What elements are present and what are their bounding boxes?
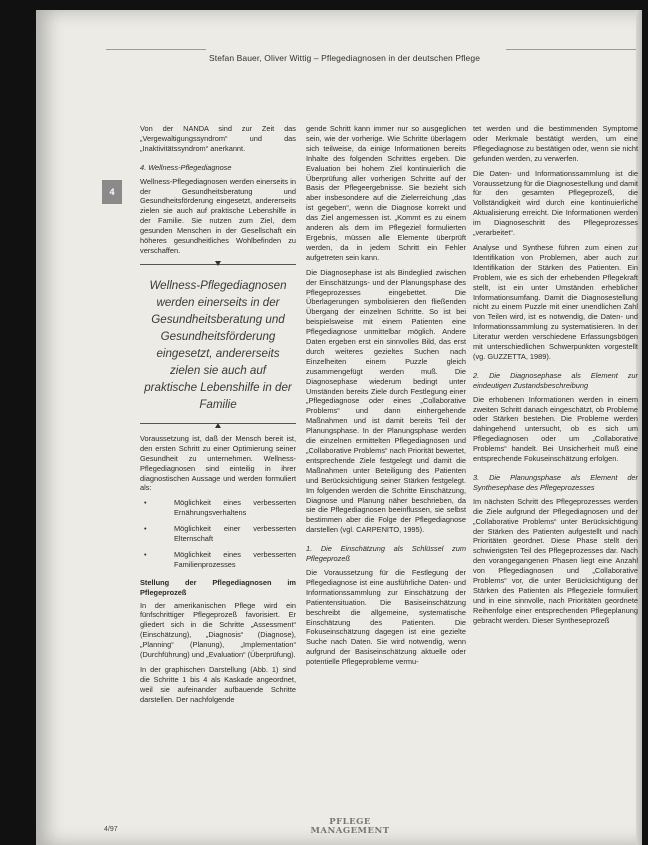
logo-line-1: PFLEGE xyxy=(329,817,371,827)
wellness-paragraph: Wellness-Pflegediagnosen werden einerseits in der Gesundheitsberatung und Gesundheitsförderung eingesetzt, andererseits zielen sie auch auf praktische Lebenshilfe in der Familie. Sie nutzen zum Ziel, dem gesunden Menschen in der Gesellschaft ein höheres gesundheitliches Wohlbefinden zu verschaffen. xyxy=(140,176,296,255)
subsection-heading: Stellung der Pflegediagnosen im Pflegeprozeß xyxy=(140,577,296,597)
section-heading-assessment: 1. Die Einschätzung als Schlüssel zum Pflegeprozeß xyxy=(306,544,466,564)
pull-quote-text: Wellness-Pflegediagnosen werden einerseits in der Gesundheitsberatung und Gesundheitsförderung eingesetzt, andererseits zielen sie auch auf praktische Lebenshilfe in der Familie xyxy=(144,278,292,411)
col2-paragraph-2: Die Diagnosephase ist als Bindeglied zwischen der Einschätzungs- und der Planungsphase des Pflegeprozesses eingebettet. Die Überlagerungen symbolisieren den fließenden Übergang der einzelnen Schritte. So ist bei beispielsweise mit einem Patienten eine Pflegediagnose unmittelbar möglich. Andere Daten ergeben erst ein sinnvolles Bild, das erst durch weiteres gezieltes Suchen nach Einzelheiten einem Puzzle gleich zusammengefügt werden muß. Die Diagnosephase wiederum bedingt unter Umständen bereits Ziele durch Festlegung einer „Pflegediagnose oder eines „Collaborative Problems“ und dann einhergehende Maßnahmen und ist damit bereits Teil der Planungsphase. In der Planungsphase werden die einzelnen ermittelten Pflegediagnosen und „Collaborative Problems“ nach Priorität bewertet, entsprechende Ziele festgelegt und damit die Maßnahmen unter Beteiligung des Patienten und Berücksichtigung seiner Stärken festgelegt. Im folgenden werden die Schritte Einschätzung, Diagnose und Planung näher beschrieben, da sie die Pflegediagnosen beeinflussen, sie selbst bestimmen aber die Folge der Pflegediagnose darstellen (vgl. CARPENITO, 1995). xyxy=(306,267,466,535)
diagnosis-paragraph: Die erhobenen Informationen werden in einem zweiten Schritt danach eingeschätzt, ob Probleme oder Stärken bestehen. Die Probleme werden dahingehend untersucht, ob es sich um Pflegediagnosen oder um „Collaborative Problems“ handelt. Bei Unsicherheit muß eine entsprechende Fokuseinschätzung erfolgen. xyxy=(473,394,638,464)
header-rule-left xyxy=(106,49,206,50)
list-item: • Möglichkeit eines verbesserten Ernährungsverhaltens xyxy=(140,498,296,518)
wellness-paragraph-2: Voraussetzung ist, daß der Mensch bereit ist, den ersten Schritt zu einer Optimierung seiner Gesundheit zu unternehmen. Wellness-Pflegediagnosen sind einteilig in ihrer diagnostischen Aussage und werden formuliert als: xyxy=(140,433,296,493)
logo-line-2: MANAGEMENT xyxy=(310,826,390,836)
triangle-down-icon xyxy=(215,261,221,266)
magazine-logo xyxy=(300,818,400,838)
column-2 xyxy=(306,124,466,844)
col3-paragraph-2: Die Daten- und Informationssammlung ist die Voraussetzung für die Diagnosestellung und damit für den gesamten Pflegeprozeß, die Vollständigkeit wird durch eine kontinuierliche Aktualisierung erreicht. Die Informationen werden im Diagnoseschritt des Pflegeprozesses „verarbeitet“. xyxy=(473,168,638,238)
triangle-up-icon xyxy=(215,423,221,428)
section-heading-wellness: 4. Wellness-Pflegediagnose xyxy=(140,162,232,172)
intro-paragraph: Von der NANDA sind zur Zeit das „Vergewaltigungssyndrom“ und das „Inaktivitätssyndrom“ anerkannt. xyxy=(140,124,296,153)
col3-paragraph-3: Analyse und Synthese führen zum einen zur Identifikation von Problemen, aber auch zur Identifikation der Stärken des Patienten. Ein Problem, wie es sich der erhebenden Pflegekraft stellt, ist ein unter Umständen erheblicher Informationsumfang. Damit die Diagnosestellung nicht zu einem Puzzle mit einer unendlichen Zahl von Teilen wird, ist es notwendig, die Daten- und Informationssammlung zu systematisieren. In der Literatur werden verschiedene Erfassungsbögen mit unterschiedlichen Schwerpunkten vorgestellt (vg. GUZZETTA, 1989). xyxy=(473,242,638,361)
col3-paragraph-1: tet werden und die bestimmenden Symptome oder Merkmale bestätigt werden, um eine Pflegediagnose zu bestätigen oder, wenn sie nicht gefunden werden, zu verwerfen. xyxy=(473,124,638,163)
process-paragraph-2: In der graphischen Darstellung (Abb. 1) sind die Schritte 1 bis 4 als Kaskade angeordnet, weil sie aufeinander aufbauende Schritte darstellen. Der nachfolgende xyxy=(140,665,296,704)
list-item: • Möglichkeit eines verbesserten Familienprozesses xyxy=(140,550,296,570)
header-rule-right xyxy=(506,49,636,50)
section-heading-planning: 3. Die Planungsphase als Element der Synthesephase des Pflegeprozesses xyxy=(473,473,638,492)
process-paragraph-1: In der amerikanischen Pflege wird ein fünfschrittiger Pflegeprozeß favorisiert. Er gliedert sich in die Schritte „Assessment“ (Einschätzung), „Diagnosis“ (Diagnose), „Planning“ (Planung), „Implementation“ (Durchführung) und „Evaluation“ (Überprüfung). xyxy=(140,600,296,660)
page-number: 4/97 xyxy=(104,826,118,833)
column-3 xyxy=(473,124,638,844)
col2-paragraph-1: gende Schritt kann immer nur so ausgeglichen sein, wie der vorherige. Wie Schritte überlagern sich teilweise, da einige Informationen bereits Inhalte des folgenden Schrittes ergeben. Die Evaluation bei hohem Ziel kontinuierlich die Überprüfung aller vorherigen Schritte auf der Basis der Pflegeergebnisse. Sie bezieht sich aber insbesondere auf die Zielerreichung „das ist gegeben“, wenn die Diagnose korrekt und das Ziel angemessen ist. „Kommt es zu einem anderen als dem im Pflegeziel formulierten Ergebnis, müssen alle Elemente überprüft werden, da in jedem Schritt ein Fehler aufgetreten sein kann. xyxy=(306,124,466,262)
section-heading-diagnosis: 2. Die Diagnosephase als Element zur eindeutigen Zustandsbeschreibung xyxy=(473,370,638,390)
page-tab-marker: 4 xyxy=(102,180,122,204)
running-header: Stefan Bauer, Oliver Wittig – Pflegediagnosen in der deutschen Pflege xyxy=(209,53,481,63)
assessment-paragraph: Die Voraussetzung für die Festlegung der Pflegediagnose ist eine ausführliche Daten- und Informationssammlung zur Einschätzung der Patientensituation. Die Basiseinschätzung beschreibt die allgemeine, systematische Einschätzung des Patienten. Die Fokuseinschätzung dagegen ist eine gezielte Suche nach Daten. Sie wird notwendig, wenn aufgrund der Basiseinschätzung aktuelle oder potentielle Pflegeprobleme vermu- xyxy=(306,567,466,667)
list-item: • Möglichkeit einer verbesserten Elternschaft xyxy=(140,524,296,544)
pull-quote xyxy=(140,264,296,424)
magazine-page xyxy=(36,10,642,845)
wellness-list xyxy=(140,498,296,569)
planning-paragraph: Im nächsten Schritt des Pflegeprozesses werden die Ziele aufgrund der Pflegediagnosen und der „Collaborative Problems“ unter Berücksichtigung der Stärken des Patienten aufgestellt und nach Prioritäten geordnet. Diese Phase stellt den schwierigsten Teil des Pflegeprozesses dar. Nach den vorangegangenen Phasen liegt eine Anzahl von Pflegediagnosen und „Collaborative Problems“ vor, die unter Berücksichtigung der Stärken des Patienten als Pflegeziele formuliert und in eine sinnvolle, nach Prioritäten geordnete Reihenfolge einer entsprechenden Pflegeplanung gebracht werden. Dieser Syntheseprozeß xyxy=(473,496,638,625)
column-1 xyxy=(140,124,296,844)
